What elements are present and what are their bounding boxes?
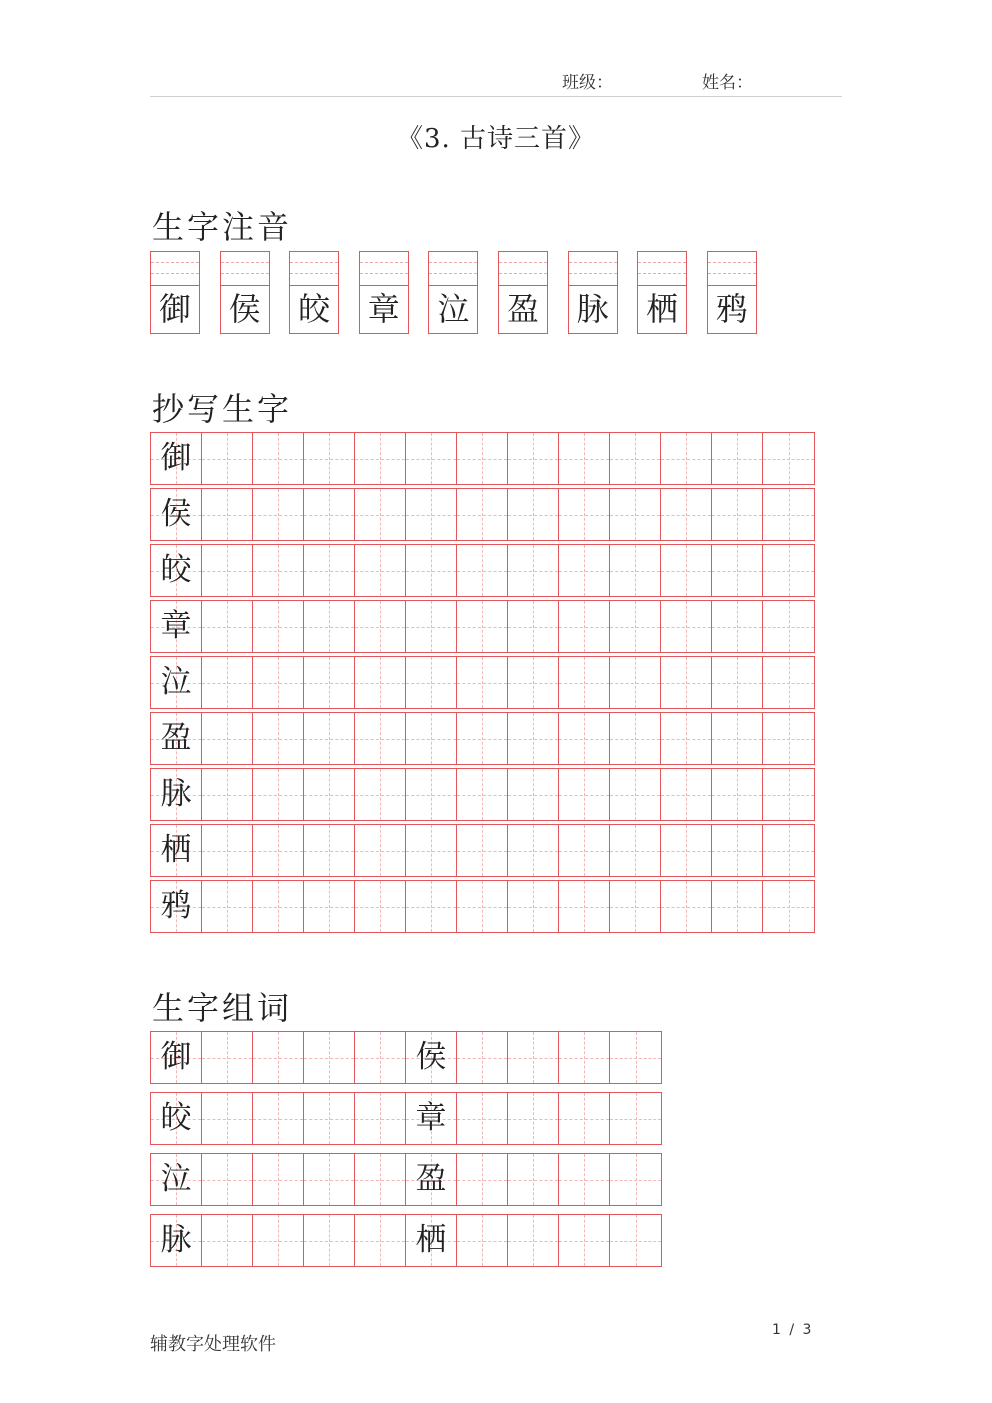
practice-cell[interactable] xyxy=(661,433,712,484)
practice-cell[interactable] xyxy=(406,825,457,876)
practice-cell[interactable] xyxy=(304,601,355,652)
practice-cell[interactable] xyxy=(712,825,763,876)
practice-cell[interactable] xyxy=(202,601,253,652)
practice-row xyxy=(150,488,815,541)
practice-cell[interactable] xyxy=(508,769,559,820)
practice-cell[interactable] xyxy=(508,713,559,764)
pinyin-box[interactable] xyxy=(637,251,687,334)
pinyin-writing-lines[interactable] xyxy=(221,252,269,286)
section-heading-words: 生字组词 xyxy=(152,989,293,1027)
pinyin-box[interactable] xyxy=(150,251,200,334)
model-character: 泣 xyxy=(160,1161,192,1197)
practice-cell[interactable] xyxy=(457,713,508,764)
practice-cell[interactable] xyxy=(712,657,763,708)
practice-cell[interactable] xyxy=(406,489,457,540)
pinyin-character: 盈 xyxy=(506,290,539,328)
practice-cell[interactable] xyxy=(661,713,712,764)
pinyin-box[interactable] xyxy=(498,251,548,334)
practice-cell[interactable] xyxy=(253,601,304,652)
practice-cell[interactable] xyxy=(457,545,508,596)
practice-cell[interactable] xyxy=(610,713,661,764)
practice-cell[interactable] xyxy=(304,433,355,484)
model-character: 盈 xyxy=(415,1161,447,1197)
model-character: 皎 xyxy=(160,552,192,588)
practice-cell[interactable] xyxy=(406,1215,457,1266)
practice-cell[interactable] xyxy=(151,1093,202,1144)
practice-cell[interactable] xyxy=(253,713,304,764)
practice-cell[interactable] xyxy=(202,1154,253,1205)
practice-cell[interactable] xyxy=(610,881,661,932)
practice-cell[interactable] xyxy=(406,1032,457,1083)
practice-cell[interactable] xyxy=(202,657,253,708)
practice-cell[interactable] xyxy=(457,1032,508,1083)
practice-cell[interactable] xyxy=(202,825,253,876)
header-fields xyxy=(150,66,842,97)
pinyin-box[interactable] xyxy=(707,251,757,334)
practice-cell[interactable] xyxy=(151,1154,202,1205)
practice-row xyxy=(150,768,815,821)
practice-cell[interactable] xyxy=(559,545,610,596)
pinyin-writing-lines[interactable] xyxy=(151,252,199,286)
practice-row xyxy=(150,1092,662,1145)
model-character: 御 xyxy=(160,440,192,476)
practice-cell[interactable] xyxy=(661,881,712,932)
practice-cell[interactable] xyxy=(508,489,559,540)
practice-row xyxy=(150,1214,662,1267)
practice-row xyxy=(150,824,815,877)
practice-cell[interactable] xyxy=(508,433,559,484)
class-label: 班级： xyxy=(562,73,613,93)
practice-cell[interactable] xyxy=(151,433,202,484)
practice-cell[interactable] xyxy=(355,489,406,540)
practice-cell[interactable] xyxy=(151,489,202,540)
page-number: 1 / 3 xyxy=(772,1322,814,1338)
practice-cell[interactable] xyxy=(253,1032,304,1083)
pinyin-character: 泣 xyxy=(437,290,470,328)
model-character: 侯 xyxy=(415,1039,447,1075)
practice-cell[interactable] xyxy=(457,657,508,708)
practice-cell[interactable] xyxy=(559,881,610,932)
practice-cell[interactable] xyxy=(610,489,661,540)
practice-cell[interactable] xyxy=(712,713,763,764)
model-character: 章 xyxy=(415,1100,447,1136)
practice-cell[interactable] xyxy=(763,601,814,652)
practice-cell[interactable] xyxy=(202,1215,253,1266)
model-character: 侯 xyxy=(160,496,192,532)
practice-cell[interactable] xyxy=(253,657,304,708)
practice-cell[interactable] xyxy=(457,1215,508,1266)
practice-cell[interactable] xyxy=(304,657,355,708)
pinyin-character: 御 xyxy=(158,290,191,328)
practice-cell[interactable] xyxy=(508,881,559,932)
practice-cell[interactable] xyxy=(610,1215,661,1266)
practice-cell[interactable] xyxy=(304,489,355,540)
practice-cell[interactable] xyxy=(763,489,814,540)
practice-cell[interactable] xyxy=(202,1032,253,1083)
practice-cell[interactable] xyxy=(508,545,559,596)
practice-cell[interactable] xyxy=(559,489,610,540)
practice-row xyxy=(150,600,815,653)
practice-cell[interactable] xyxy=(559,713,610,764)
practice-cell[interactable] xyxy=(304,545,355,596)
practice-cell[interactable] xyxy=(559,601,610,652)
practice-cell[interactable] xyxy=(508,601,559,652)
practice-cell[interactable] xyxy=(457,601,508,652)
practice-cell[interactable] xyxy=(457,1093,508,1144)
practice-cell[interactable] xyxy=(355,881,406,932)
practice-cell[interactable] xyxy=(202,489,253,540)
practice-cell[interactable] xyxy=(202,713,253,764)
practice-cell[interactable] xyxy=(457,881,508,932)
practice-cell[interactable] xyxy=(763,881,814,932)
pinyin-box[interactable] xyxy=(359,251,409,334)
practice-cell[interactable] xyxy=(151,825,202,876)
practice-cell[interactable] xyxy=(661,545,712,596)
practice-cell[interactable] xyxy=(508,1215,559,1266)
section-heading-pinyin: 生字注音 xyxy=(152,208,293,246)
practice-cell[interactable] xyxy=(661,657,712,708)
practice-cell[interactable] xyxy=(304,1154,355,1205)
practice-cell[interactable] xyxy=(610,1154,661,1205)
pinyin-box[interactable] xyxy=(220,251,270,334)
model-character: 章 xyxy=(160,608,192,644)
practice-cell[interactable] xyxy=(355,545,406,596)
practice-cell[interactable] xyxy=(763,657,814,708)
practice-cell[interactable] xyxy=(406,657,457,708)
practice-cell[interactable] xyxy=(253,881,304,932)
pinyin-character: 皎 xyxy=(298,290,331,328)
practice-cell[interactable] xyxy=(661,825,712,876)
practice-cell[interactable] xyxy=(151,601,202,652)
practice-cell[interactable] xyxy=(406,601,457,652)
practice-cell[interactable] xyxy=(202,881,253,932)
practice-cell[interactable] xyxy=(253,1093,304,1144)
model-character: 鸦 xyxy=(160,888,192,924)
practice-row xyxy=(150,712,815,765)
practice-cell[interactable] xyxy=(253,1215,304,1266)
practice-cell[interactable] xyxy=(559,1032,610,1083)
practice-cell[interactable] xyxy=(355,601,406,652)
practice-cell[interactable] xyxy=(457,769,508,820)
practice-cell[interactable] xyxy=(763,433,814,484)
practice-cell[interactable] xyxy=(151,881,202,932)
model-character: 栖 xyxy=(415,1222,447,1258)
practice-cell[interactable] xyxy=(355,769,406,820)
practice-cell[interactable] xyxy=(610,601,661,652)
practice-cell[interactable] xyxy=(151,1032,202,1083)
practice-cell[interactable] xyxy=(406,769,457,820)
practice-cell[interactable] xyxy=(610,825,661,876)
practice-row xyxy=(150,1153,662,1206)
pinyin-writing-lines[interactable] xyxy=(708,252,756,286)
pinyin-character: 脉 xyxy=(576,290,609,328)
practice-cell[interactable] xyxy=(202,433,253,484)
practice-cell[interactable] xyxy=(763,825,814,876)
practice-cell[interactable] xyxy=(406,881,457,932)
practice-cell[interactable] xyxy=(559,769,610,820)
pinyin-writing-lines[interactable] xyxy=(569,252,617,286)
section-heading-copy: 抄写生字 xyxy=(152,390,293,428)
practice-row xyxy=(150,656,815,709)
practice-cell[interactable] xyxy=(304,1215,355,1266)
practice-cell[interactable] xyxy=(355,433,406,484)
practice-cell[interactable] xyxy=(202,545,253,596)
pinyin-writing-lines[interactable] xyxy=(290,252,338,286)
practice-cell[interactable] xyxy=(508,1093,559,1144)
model-character: 盈 xyxy=(160,720,192,756)
practice-cell[interactable] xyxy=(508,1154,559,1205)
practice-cell[interactable] xyxy=(712,769,763,820)
practice-cell[interactable] xyxy=(661,489,712,540)
pinyin-character: 鸦 xyxy=(715,290,748,328)
practice-cell[interactable] xyxy=(457,433,508,484)
pinyin-writing-lines[interactable] xyxy=(499,252,547,286)
practice-cell[interactable] xyxy=(304,825,355,876)
practice-cell[interactable] xyxy=(457,825,508,876)
practice-cell[interactable] xyxy=(508,657,559,708)
practice-cell[interactable] xyxy=(355,1154,406,1205)
practice-cell[interactable] xyxy=(151,545,202,596)
practice-cell[interactable] xyxy=(763,545,814,596)
practice-cell[interactable] xyxy=(763,713,814,764)
practice-cell[interactable] xyxy=(253,825,304,876)
model-character: 御 xyxy=(160,1039,192,1075)
practice-cell[interactable] xyxy=(304,769,355,820)
model-character: 泣 xyxy=(160,664,192,700)
practice-cell[interactable] xyxy=(202,1093,253,1144)
model-character: 栖 xyxy=(160,832,192,868)
pinyin-writing-lines[interactable] xyxy=(638,252,686,286)
practice-cell[interactable] xyxy=(253,1154,304,1205)
practice-cell[interactable] xyxy=(712,433,763,484)
practice-cell[interactable] xyxy=(151,713,202,764)
pinyin-box[interactable] xyxy=(289,251,339,334)
name-label: 姓名： xyxy=(702,73,753,93)
practice-cell[interactable] xyxy=(151,769,202,820)
practice-cell[interactable] xyxy=(610,657,661,708)
model-character: 脉 xyxy=(160,776,192,812)
practice-cell[interactable] xyxy=(406,545,457,596)
practice-cell[interactable] xyxy=(253,545,304,596)
pinyin-character: 章 xyxy=(367,290,400,328)
practice-row xyxy=(150,544,815,597)
practice-cell[interactable] xyxy=(406,1093,457,1144)
pinyin-box[interactable] xyxy=(568,251,618,334)
pinyin-character: 侯 xyxy=(228,290,261,328)
practice-cell[interactable] xyxy=(304,1093,355,1144)
model-character: 脉 xyxy=(160,1222,192,1258)
practice-cell[interactable] xyxy=(712,881,763,932)
practice-cell[interactable] xyxy=(406,713,457,764)
practice-cell[interactable] xyxy=(610,1093,661,1144)
practice-cell[interactable] xyxy=(508,1032,559,1083)
practice-cell[interactable] xyxy=(304,1032,355,1083)
practice-cell[interactable] xyxy=(253,769,304,820)
practice-cell[interactable] xyxy=(355,1093,406,1144)
practice-cell[interactable] xyxy=(457,489,508,540)
practice-cell[interactable] xyxy=(355,825,406,876)
practice-cell[interactable] xyxy=(355,657,406,708)
practice-cell[interactable] xyxy=(712,601,763,652)
practice-cell[interactable] xyxy=(355,713,406,764)
practice-cell[interactable] xyxy=(559,825,610,876)
practice-cell[interactable] xyxy=(253,433,304,484)
practice-cell[interactable] xyxy=(151,657,202,708)
pinyin-character: 栖 xyxy=(646,290,679,328)
practice-cell[interactable] xyxy=(559,1215,610,1266)
practice-cell[interactable] xyxy=(661,601,712,652)
practice-cell[interactable] xyxy=(559,657,610,708)
practice-cell[interactable] xyxy=(406,1154,457,1205)
practice-cell[interactable] xyxy=(712,489,763,540)
practice-cell[interactable] xyxy=(610,545,661,596)
pinyin-box[interactable] xyxy=(428,251,478,334)
practice-cell[interactable] xyxy=(151,1215,202,1266)
footer-software-name: 辅教字处理软件 xyxy=(150,1334,276,1355)
practice-cell[interactable] xyxy=(712,545,763,596)
practice-cell[interactable] xyxy=(457,1154,508,1205)
practice-cell[interactable] xyxy=(559,433,610,484)
practice-cell[interactable] xyxy=(202,769,253,820)
practice-cell[interactable] xyxy=(661,769,712,820)
practice-cell[interactable] xyxy=(508,825,559,876)
page-title: 《3. 古诗三首》 xyxy=(396,124,596,154)
practice-cell[interactable] xyxy=(559,1154,610,1205)
pinyin-writing-lines[interactable] xyxy=(360,252,408,286)
pinyin-writing-lines[interactable] xyxy=(429,252,477,286)
practice-cell[interactable] xyxy=(355,1215,406,1266)
practice-cell[interactable] xyxy=(253,489,304,540)
practice-cell[interactable] xyxy=(610,769,661,820)
practice-cell[interactable] xyxy=(304,713,355,764)
practice-row xyxy=(150,432,815,485)
practice-cell[interactable] xyxy=(304,881,355,932)
practice-cell[interactable] xyxy=(763,769,814,820)
practice-cell[interactable] xyxy=(610,1032,661,1083)
practice-row xyxy=(150,880,815,933)
practice-cell[interactable] xyxy=(610,433,661,484)
practice-row xyxy=(150,1031,662,1084)
model-character: 皎 xyxy=(160,1100,192,1136)
practice-cell[interactable] xyxy=(406,433,457,484)
practice-cell[interactable] xyxy=(559,1093,610,1144)
practice-cell[interactable] xyxy=(355,1032,406,1083)
